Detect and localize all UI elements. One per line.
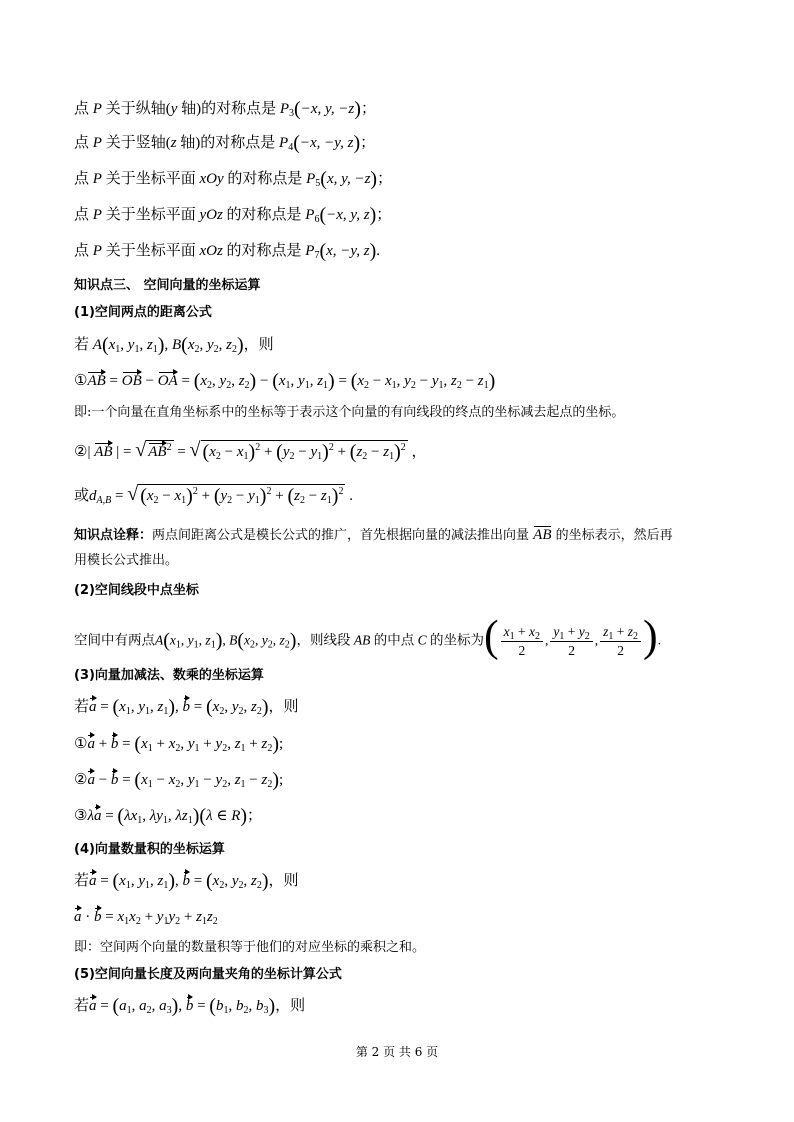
heading-dot-product: (4)向量数量积的坐标运算 bbox=[74, 842, 225, 857]
points-def: 若 $A(x_1$, $y_1$, $z_1$), $B(x_2$, $y_2$, $z_2$)，则 bbox=[74, 334, 274, 356]
heading-midpoint: (2)空间线段中点坐标 bbox=[74, 583, 199, 598]
vectors-def-1: 若$a = (x_1$, $y_1$, $z_1$), $b = (x_2$, $y_2$, $z_2$)，则 bbox=[74, 696, 299, 718]
vectors-def-2: 若$a = (x_1$, $y_1$, $z_1$), $b = (x_2$, $y_2$, $z_2$)，则 bbox=[74, 870, 299, 892]
vectors-def-3: 若$a = (a_1$, $a_2$, $a_3$), $b = (b_1$, $b_2$, $b_3$)，则 bbox=[74, 995, 306, 1017]
section-3-title: 知识点三、 空间向量的坐标运算 bbox=[74, 278, 261, 293]
heading-length-angle: (5)空间向量长度及两向量夹角的坐标计算公式 bbox=[74, 967, 342, 982]
vector-difference: ②a − $b = (x_1 - x_2$, $y_1 - y_2$, $z_1 - z_2$); bbox=[74, 769, 284, 791]
dot-product-formula: $a \cdot b = x_1x_2 + y_1y_2 + z_1z_2$ bbox=[74, 909, 218, 927]
page-footer: 第 2 页 共 6 页 bbox=[355, 1045, 439, 1059]
sym-line-yoz: 点 P 关于坐标平面 yOz 的对称点是 $P_6(-x$, y, z)； bbox=[74, 204, 392, 226]
heading-add-sub: (3)向量加减法、数乘的坐标运算 bbox=[74, 668, 264, 683]
distance-formula: 或$d_{A,B}$ = √ $(x_2 - x_1)^2 + (y_2 - y_1)^2 + (z_2 - z_1)^2$ . bbox=[74, 483, 353, 507]
modulus-formula: ②| AB | = √ $AB^2$ = √ $(x_2 - x_1)^2 + (y_2 - y_1)^2 + (z_2 - z_1)^2$ ， bbox=[74, 439, 427, 463]
explain-vector-coords: 即:一个向量在直角坐标系中的坐标等于表示这个向量的有向线段的终点的坐标减去起点的坐标。 bbox=[74, 405, 625, 420]
sym-line-y: 点 P 关于纵轴(y 轴)的对称点是 $P_3(-x$, y, −z)； bbox=[74, 98, 376, 120]
midpoint-formula: 空间中有两点$A(x_1$, $y_1$, $z_1$), $B(x_2$, $y_2$, $z_2$)，则线段 AB 的中点 C 的坐标为( $\frac{x_1 + x_2}{2}$ , $\frac{y_1 + y_2}{2}$ , $\frac{z_1 + z_2}{2}$ ). bbox=[74, 611, 662, 661]
scalar-multiply: ③λa = ($\lambda x_1$, $\lambda y_1$, $\lambda z_1)(\lambda$ ∈ R)； bbox=[74, 805, 263, 827]
note-line-1: 知识点诠释：两点间距离公式是模长公式的推广，首先根据向量的减法推出向量 AB 的坐标表示，然后再 bbox=[74, 527, 673, 543]
sym-line-xoz: 点 P 关于坐标平面 xOz 的对称点是 $P_7(x$, −y, z). bbox=[74, 240, 381, 262]
vector-ab-formula: ①AB = OB − OA = ($x_2$, $y_2$, $z_2) - (x_1$, $y_1$, $z_1) = (x_2 - x_1$, $y_2 - y_1$, $z_2 - z_1$) bbox=[74, 370, 496, 392]
heading-distance: (1)空间两点的距离公式 bbox=[74, 305, 212, 320]
explain-dot-product: 即：空间两个向量的数量积等于他们的对应坐标的乘积之和。 bbox=[74, 940, 426, 955]
note-line-2: 用模长公式推出。 bbox=[74, 553, 179, 568]
vector-sum: ①a + $b = (x_1 + x_2$, $y_1 + y_2$, $z_1 + z_2$); bbox=[74, 733, 284, 755]
sym-line-xoy: 点 P 关于坐标平面 xOy 的对称点是 $P_5(x$, y, −z)； bbox=[74, 168, 393, 190]
sym-line-z: 点 P 关于竖轴(z 轴)的对称点是 $P_4(-x$, −y, z)； bbox=[74, 132, 376, 154]
